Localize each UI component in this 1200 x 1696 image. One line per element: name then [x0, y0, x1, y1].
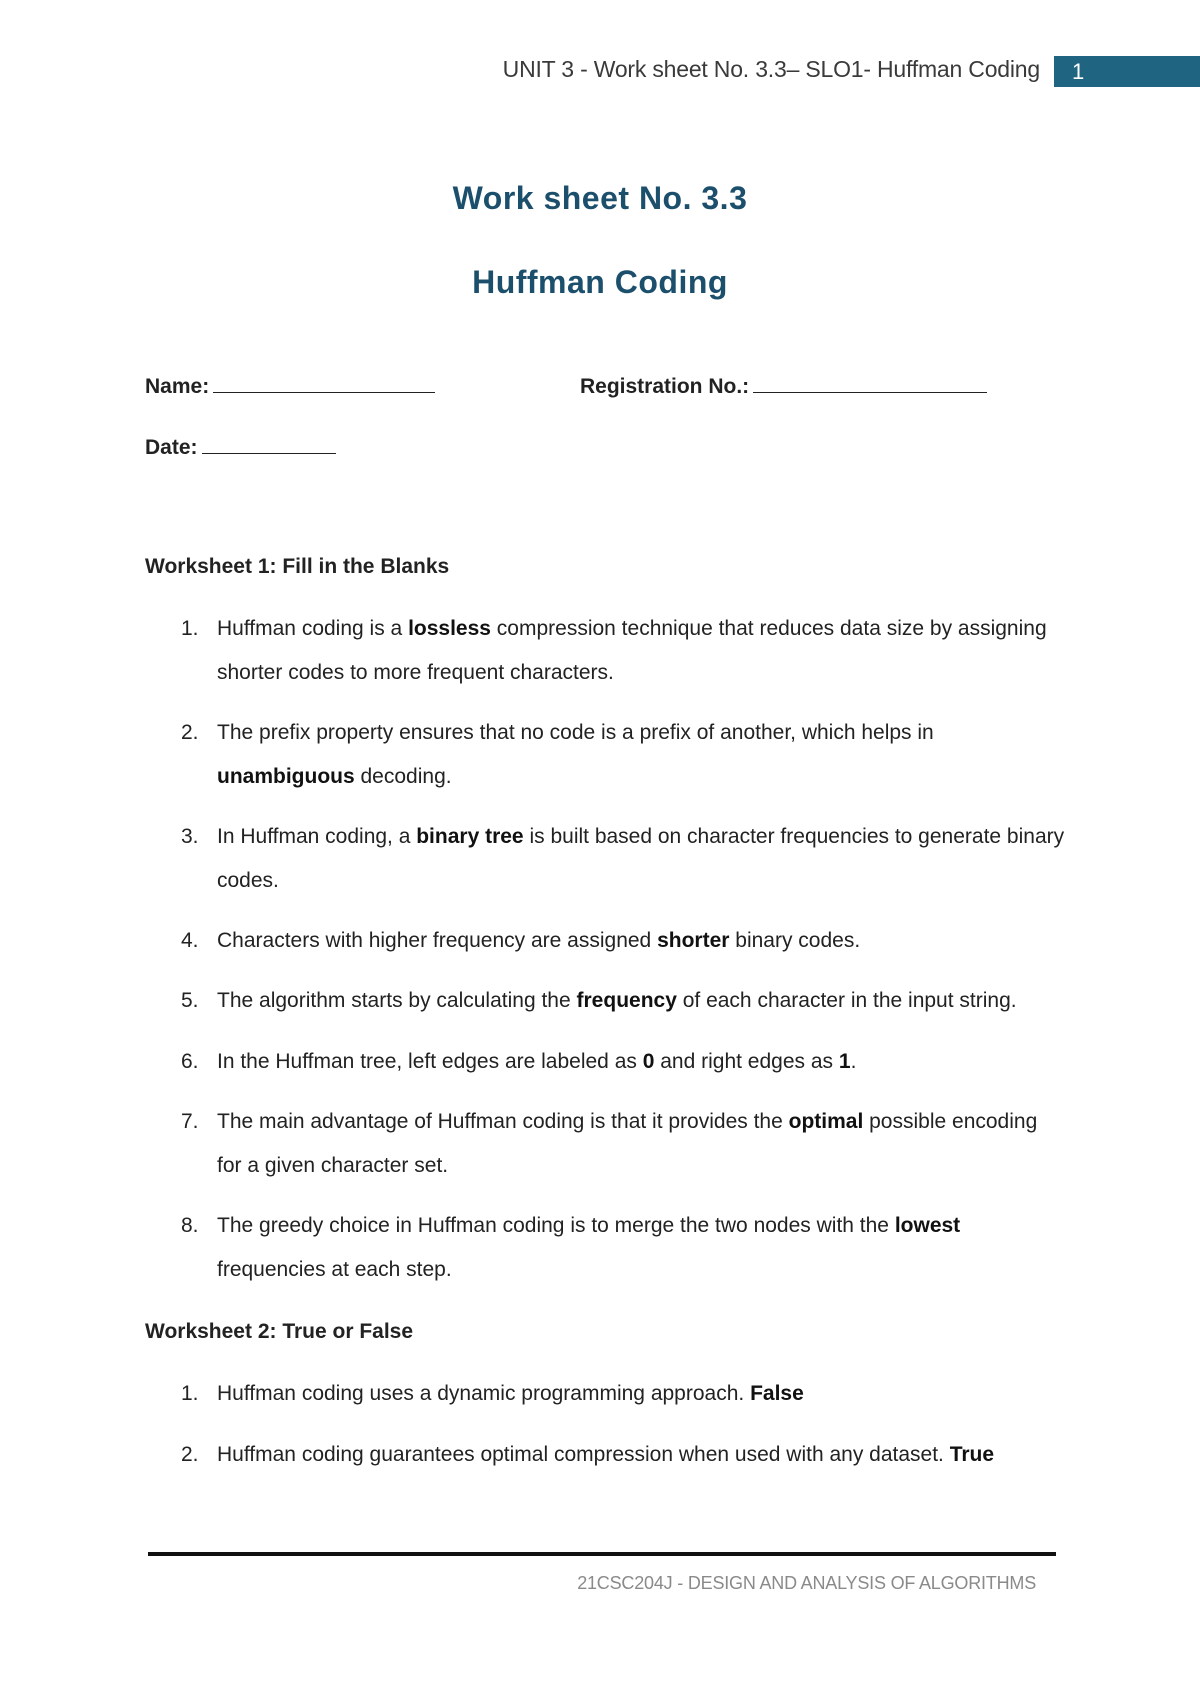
item-number: 5. [181, 989, 199, 1012]
fill-blank-item: 3. In Huffman coding, a binary tree is built based on character frequencies to generate binary codes. [145, 815, 1065, 903]
registration-label: Registration No.: [580, 375, 750, 398]
worksheet-title: Work sheet No. 3.3 [452, 180, 748, 216]
registration-blank-line [753, 372, 987, 393]
item-number: 1. [181, 1382, 199, 1405]
fill-blank-item: 4. Characters with higher frequency are assigned shorter binary codes. [145, 919, 1065, 963]
name-blank-line [213, 372, 435, 393]
fill-blank-item: 5. The algorithm starts by calculating the frequency of each character in the input string. [145, 979, 1065, 1023]
worksheet2-heading: Worksheet 2: True or False [145, 1320, 414, 1343]
answer: 0 [642, 1050, 655, 1073]
worksheet1-heading: Worksheet 1: Fill in the Blanks [145, 555, 450, 578]
fill-blank-item: 8. The greedy choice in Huffman coding is to merge the two nodes with the lowest frequencies at each step. [145, 1204, 1065, 1292]
answer: frequency [576, 989, 677, 1012]
answer: unambiguous [217, 765, 355, 788]
footer-divider [148, 1552, 1056, 1556]
date-label: Date: [145, 436, 198, 459]
fill-blank-item: 2. The prefix property ensures that no code is a prefix of another, which helps in unambiguous decoding. [145, 711, 1065, 799]
item-number: 8. [181, 1214, 199, 1237]
date-field [145, 433, 336, 460]
worksheet-subtitle: Huffman Coding [472, 264, 728, 300]
item-number: 2. [181, 1443, 199, 1466]
fill-blank-item: 6. In the Huffman tree, left edges are labeled as 0 and right edges as 1. [145, 1040, 1065, 1084]
header-title: UNIT 3 - Work sheet No. 3.3– SLO1- Huffman Coding [502, 56, 1040, 82]
item-number: 7. [181, 1110, 199, 1133]
name-label: Name: [145, 375, 210, 398]
true-false-item: 1. Huffman coding uses a dynamic programming approach. False [145, 1372, 1065, 1416]
item-number: 3. [181, 825, 199, 848]
footer-course-title: 21CSC204J - DESIGN AND ANALYSIS OF ALGORITHMS [577, 1573, 1036, 1593]
answer: True [949, 1443, 995, 1466]
true-false-item: 2. Huffman coding guarantees optimal compression when used with any dataset. True [145, 1433, 1065, 1477]
fill-blank-item: 7. The main advantage of Huffman coding is that it provides the optimal possible encoding for a given character set. [145, 1100, 1065, 1188]
name-field [145, 372, 435, 399]
answer: optimal [788, 1110, 864, 1133]
date-blank-line [202, 433, 336, 454]
answer: lossless [408, 617, 491, 640]
answer: binary tree [416, 825, 524, 848]
answer: 1 [838, 1050, 851, 1073]
item-number: 4. [181, 929, 199, 952]
fill-blank-item: 1. Huffman coding is a lossless compression technique that reduces data size by assigning shorter codes to more frequent characters. [145, 607, 1065, 695]
item-number: 6. [181, 1050, 199, 1073]
registration-field [580, 372, 987, 399]
answer: shorter [657, 929, 730, 952]
item-number: 2. [181, 721, 199, 744]
item-number: 1. [181, 617, 199, 640]
answer: False [750, 1382, 804, 1405]
page-number: 1 [1054, 56, 1200, 87]
answer: lowest [894, 1214, 961, 1237]
